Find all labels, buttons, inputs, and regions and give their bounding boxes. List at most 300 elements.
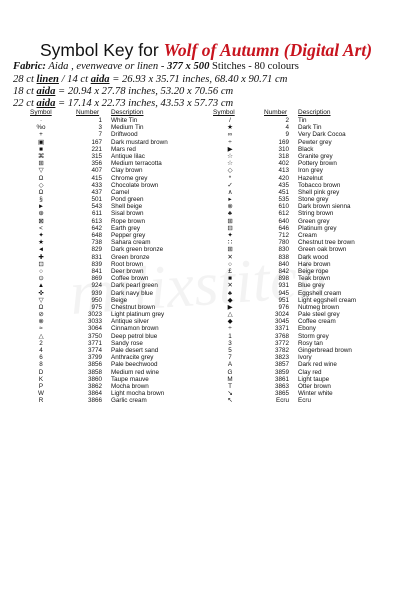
colour-description: Chrome grey	[111, 174, 148, 182]
stitch-symbol: £	[228, 267, 232, 275]
stitch-symbol: ⊘	[38, 311, 44, 319]
table-row	[208, 225, 416, 232]
floss-number: 646	[278, 224, 289, 232]
colour-description: Deep petrol blue	[111, 332, 158, 340]
stitch-symbol: ∷	[227, 239, 232, 247]
floss-number: 315	[91, 152, 102, 160]
table-row	[0, 189, 208, 196]
floss-number: 7	[98, 131, 102, 139]
stitch-symbol: ▸	[228, 196, 232, 204]
table-row	[208, 311, 416, 318]
colour-description: Pepper grey	[111, 232, 146, 239]
table-row	[0, 325, 208, 332]
table-row	[208, 182, 416, 189]
table-row	[0, 311, 208, 318]
colour-description: Shell beige	[111, 203, 143, 211]
floss-number: 3856	[87, 361, 102, 369]
table-row	[0, 254, 208, 261]
floss-number: 712	[278, 232, 289, 239]
table-row	[208, 354, 416, 361]
stitch-symbol: ▶	[227, 145, 233, 153]
table-row	[208, 246, 416, 253]
colour-description: Earth grey	[111, 224, 141, 232]
table-row	[208, 290, 416, 297]
stitch-symbol: ♣	[227, 210, 233, 218]
table-row	[0, 304, 208, 311]
floss-number: 831	[91, 253, 102, 261]
floss-number: 945	[278, 289, 289, 297]
table-row	[208, 268, 416, 275]
stitch-symbol: 8	[39, 361, 43, 369]
table-row	[208, 131, 416, 138]
header-description: Description	[298, 109, 331, 116]
table-row	[0, 369, 208, 376]
floss-number: 869	[91, 275, 102, 283]
colour-description: Pale desert sand	[111, 347, 159, 354]
table-row	[0, 275, 208, 282]
colour-description: Ebony	[298, 325, 316, 333]
floss-number: 4	[285, 124, 289, 132]
stitch-symbol: W	[38, 390, 44, 398]
floss-number: 3859	[274, 368, 289, 376]
colour-description: Chestnut brown	[111, 303, 156, 311]
size-prefix: 28 ct	[13, 73, 37, 85]
table-row	[208, 167, 416, 174]
table-row	[0, 397, 208, 404]
stitch-symbol: ★	[38, 239, 44, 247]
floss-number: 3865	[274, 390, 289, 398]
stitch-symbol: ▶	[227, 303, 233, 311]
stitch-symbol: ◇	[227, 167, 233, 175]
stitch-symbol: ⌘	[37, 152, 45, 160]
size-mid: / 14 ct	[58, 73, 91, 85]
table-row	[208, 203, 416, 210]
size-dimensions: = 17.14 x 22.73 inches, 43.53 x 57.73 cm	[55, 98, 234, 109]
floss-number: 356	[91, 160, 102, 168]
colour-description: Gingerbread brown	[298, 347, 352, 354]
floss-number: 3858	[87, 368, 102, 376]
floss-number: 3860	[87, 375, 102, 383]
floss-number: 3863	[274, 382, 289, 390]
stitch-symbol: ▲	[37, 282, 45, 290]
stitch-symbol: ✕	[227, 253, 233, 261]
colour-description: String brown	[298, 210, 334, 218]
floss-number: 939	[91, 289, 102, 297]
stitch-symbol: ⊕	[38, 210, 44, 218]
stitch-symbol: K	[38, 375, 44, 383]
table-row	[208, 124, 416, 131]
colour-description: Dark pearl green	[111, 282, 158, 290]
floss-number: 642	[91, 224, 102, 232]
floss-number: 975	[91, 303, 102, 311]
floss-number: 413	[278, 167, 289, 175]
floss-number: 830	[278, 246, 289, 254]
floss-number: 2	[285, 117, 289, 124]
stitch-symbol: Ω	[38, 174, 44, 182]
floss-number: 610	[278, 203, 289, 211]
stitch-symbol: ÷	[228, 325, 232, 333]
floss-number: 840	[278, 260, 289, 268]
floss-number: 3	[98, 124, 102, 132]
header-symbol: Symbol	[213, 109, 235, 116]
table-row	[208, 175, 416, 182]
stitch-symbol: G	[227, 368, 233, 376]
floss-number: 924	[91, 282, 102, 290]
floss-number: 3864	[87, 390, 102, 398]
stitch-symbol: Ω	[38, 303, 44, 311]
stitch-symbol: 5	[228, 347, 232, 354]
colour-description: Pale steel grey	[298, 311, 340, 319]
colour-description: Anthracite grey	[111, 354, 154, 362]
colour-description: Dark mustard brown	[111, 138, 168, 146]
table-row	[208, 297, 416, 304]
table-row	[208, 261, 416, 268]
colour-description: Medium red wine	[111, 368, 159, 376]
colour-description: Dark green bronze	[111, 246, 164, 254]
stitch-symbol: ∞	[227, 131, 233, 139]
table-row	[208, 210, 416, 217]
floss-number: 898	[278, 275, 289, 283]
floss-number: 3774	[87, 347, 102, 354]
colour-description: Ivory	[298, 354, 312, 362]
floss-number: 3862	[87, 382, 102, 390]
table-row	[0, 182, 208, 189]
colour-description: Rosy tan	[298, 339, 323, 347]
colour-description: Teak brown	[298, 275, 331, 283]
table-row	[208, 117, 416, 124]
colour-description: Light mocha brown	[111, 390, 165, 398]
fabric-types: Aida , evenweave or linen	[45, 61, 161, 72]
colour-description: Otter brown	[298, 382, 331, 390]
stitch-symbol: *	[228, 174, 232, 182]
stitch-symbol: P	[38, 382, 44, 390]
table-row	[208, 340, 416, 347]
fabric-label: Fabric:	[13, 61, 46, 72]
table-row	[0, 167, 208, 174]
table-row	[208, 254, 416, 261]
floss-number: 420	[278, 174, 289, 182]
floss-number: 612	[278, 210, 289, 218]
floss-number: 3371	[274, 325, 289, 333]
stitch-symbol: 4	[39, 347, 43, 354]
stitch-symbol: R	[38, 397, 44, 405]
colour-description: Mocha brown	[111, 382, 149, 390]
stitch-symbol: ◆	[227, 296, 233, 304]
floss-number: 318	[278, 152, 289, 160]
stitch-symbol: ✓	[227, 181, 233, 189]
stitch-symbol: 7	[228, 354, 232, 362]
stitch-symbol: ≈	[39, 325, 43, 333]
stitch-symbol: M	[227, 375, 233, 383]
floss-number: 613	[91, 217, 102, 225]
size-fabric: aida	[90, 73, 110, 85]
table-row	[208, 376, 416, 383]
colour-description: Chestnut tree brown	[298, 239, 355, 247]
stitch-symbol: Ω	[38, 188, 44, 196]
stitch-symbol: ⊡	[38, 260, 44, 268]
floss-number: 435	[278, 181, 289, 189]
stitch-symbol: ∧	[227, 188, 233, 196]
floss-number: 842	[278, 267, 289, 275]
table-row	[208, 369, 416, 376]
size-fabric: aida	[36, 86, 56, 97]
floss-number: 501	[91, 196, 102, 204]
floss-number: 829	[91, 246, 102, 254]
table-row	[208, 196, 416, 203]
floss-number: 1	[98, 117, 102, 124]
colour-description: Light taupe	[298, 375, 330, 383]
table-row	[208, 318, 416, 325]
colour-description: Mars red	[111, 145, 136, 153]
stitch-symbol: 1	[228, 332, 232, 340]
colour-description: Tobacco brown	[298, 181, 341, 189]
table-row	[208, 239, 416, 246]
colour-description: Medium terracotta	[111, 160, 162, 168]
table-row	[0, 282, 208, 289]
stitch-symbol: ☆	[227, 160, 233, 168]
floss-number: 3782	[274, 347, 289, 354]
floss-number: 437	[91, 188, 102, 196]
floss-number: 951	[278, 296, 289, 304]
title-prefix: Symbol Key for	[40, 40, 159, 60]
floss-number: 167	[91, 138, 102, 146]
colour-description: Black	[298, 145, 314, 153]
colour-description: Driftwood	[111, 131, 138, 139]
stitch-symbol: ■	[39, 145, 43, 153]
stitch-symbol: %o	[36, 124, 46, 132]
colour-description: Clay brown	[111, 167, 143, 175]
colour-description: Green grey	[298, 217, 330, 225]
colour-description: Hazelnut	[298, 174, 323, 182]
stitch-symbol: ◇	[38, 181, 44, 189]
stitch-symbol: ■	[228, 275, 232, 283]
table-row	[0, 232, 208, 239]
table-row	[0, 218, 208, 225]
stitch-symbol: ⊞	[38, 160, 44, 168]
stitch-symbol: ⊞	[227, 217, 233, 225]
floss-number: 3857	[274, 361, 289, 369]
floss-number: 3024	[274, 311, 289, 319]
colour-description: Sisal brown	[111, 210, 144, 218]
stitch-symbol: D	[38, 368, 44, 376]
table-row	[0, 333, 208, 340]
colour-description: Platinum grey	[298, 224, 337, 232]
floss-number: 841	[91, 267, 102, 275]
size-line-18ct	[13, 86, 233, 98]
table-row	[0, 160, 208, 167]
fabric-line	[13, 61, 299, 73]
stitch-symbol: ✚	[38, 253, 44, 261]
fabric-dash: -	[160, 61, 167, 72]
colour-description: Chocolate brown	[111, 181, 159, 189]
colour-description: Root brown	[111, 260, 144, 268]
table-row	[208, 282, 416, 289]
floss-number: 310	[278, 145, 289, 153]
colour-description: Nutmeg brown	[298, 303, 339, 311]
colour-description: Pewter grey	[298, 138, 332, 146]
table-row	[208, 232, 416, 239]
table-row	[0, 354, 208, 361]
table-row	[0, 246, 208, 253]
stitch-symbol: ✦	[227, 232, 233, 239]
stitch-symbol: ↖	[227, 397, 233, 405]
colour-description: Iron grey	[298, 167, 323, 175]
stitch-symbol: ▽	[38, 296, 44, 304]
table-row	[0, 117, 208, 124]
symbol-table-right	[208, 117, 416, 405]
pattern-size: 377 x 500	[167, 61, 210, 72]
table-row	[208, 325, 416, 332]
floss-number: 3045	[274, 318, 289, 326]
table-row	[0, 196, 208, 203]
colour-description: Granite grey	[298, 152, 333, 160]
floss-number: 640	[278, 217, 289, 225]
colour-description: Cream	[298, 232, 317, 239]
colour-description: Beige	[111, 296, 128, 304]
floss-number: 3023	[87, 311, 102, 319]
colour-description: Dark navy blue	[111, 289, 153, 297]
floss-number: 9	[285, 131, 289, 139]
table-row	[0, 203, 208, 210]
floss-number: 221	[91, 145, 102, 153]
colour-description: Very Dark Cocoa	[298, 131, 346, 139]
floss-number: 976	[278, 303, 289, 311]
floss-number: 950	[91, 296, 102, 304]
colour-description: Stone grey	[298, 196, 329, 204]
colour-description: Pond green	[111, 196, 144, 204]
table-row	[0, 318, 208, 325]
colour-description: Deer brown	[111, 267, 144, 275]
stitch-symbol: ⊞	[227, 246, 233, 254]
header-number: Number	[76, 109, 100, 116]
stitch-symbol: +	[39, 131, 43, 139]
table-row	[0, 340, 208, 347]
table-row	[208, 304, 416, 311]
colour-description: Antique lilac	[111, 152, 145, 160]
floss-number: 839	[91, 260, 102, 268]
stitch-symbol: ►	[37, 203, 45, 211]
stitch-symbol: ⊗	[227, 203, 233, 211]
floss-number: 415	[91, 174, 102, 182]
table-row	[0, 131, 208, 138]
colour-description: Dark red wine	[298, 361, 337, 369]
floss-number: 3033	[87, 318, 102, 326]
size-fabric: aida	[36, 98, 56, 109]
table-row	[208, 146, 416, 153]
size-fabric: linen	[36, 73, 59, 85]
table-row	[0, 376, 208, 383]
colour-description: Ecru	[298, 397, 311, 405]
floss-number: 838	[278, 253, 289, 261]
stitch-symbol: ◆	[227, 318, 233, 326]
floss-number: 3866	[87, 397, 102, 405]
header-symbol: Symbol	[30, 109, 52, 116]
header-description: Description	[111, 109, 144, 116]
table-row	[208, 218, 416, 225]
table-row	[208, 153, 416, 160]
stitch-symbol: ✕	[227, 282, 233, 290]
stitch-symbol: ☆	[227, 152, 233, 160]
table-row	[0, 225, 208, 232]
stitch-symbol: ⊟	[227, 224, 233, 232]
table-row	[208, 347, 416, 354]
colour-description: Green bronze	[111, 253, 150, 261]
colour-description: Cinnamon brown	[111, 325, 159, 333]
colour-description: Dark Tin	[298, 124, 322, 132]
table-row	[208, 361, 416, 368]
size-prefix: 18 ct	[13, 86, 37, 97]
table-row	[208, 333, 416, 340]
stitch-symbol: 3	[228, 339, 232, 347]
floss-number: 3064	[87, 325, 102, 333]
stitch-symbol: ⊗	[38, 318, 44, 326]
stitch-symbol: /	[229, 117, 231, 124]
colour-description: Clay red	[298, 368, 322, 376]
stitch-symbol: ↘	[227, 390, 233, 398]
stitch-symbol: △	[227, 311, 233, 319]
colour-description: Green oak brown	[298, 246, 347, 254]
stitch-symbol: ▣	[38, 138, 44, 146]
size-line-28ct	[13, 74, 287, 86]
stitch-symbol: ·	[39, 117, 43, 124]
page-title	[40, 40, 372, 61]
floss-number: 931	[278, 282, 289, 290]
pattern-name: Wolf of Autumn (Digital Art)	[163, 40, 373, 60]
colour-description: Light eggshell cream	[298, 296, 357, 304]
colour-description: Beige rope	[298, 267, 329, 275]
floss-number: 169	[278, 138, 289, 146]
size-dimensions: = 26.93 x 35.71 inches, 68.40 x 90.71 cm	[109, 73, 288, 85]
floss-number: 3771	[87, 339, 102, 347]
colour-description: Tin	[298, 117, 307, 124]
stitch-symbol: ⊠	[38, 217, 44, 225]
stitches-text: Stitches - 80 colours	[209, 61, 299, 72]
floss-number: 3768	[274, 332, 289, 340]
stitch-symbol: ✦	[38, 232, 44, 239]
stitch-symbol: ✜	[38, 289, 44, 297]
stitch-symbol: ★	[227, 124, 233, 132]
table-row	[0, 290, 208, 297]
stitch-symbol: ÷	[228, 138, 232, 146]
floss-number: 738	[91, 239, 102, 247]
stitch-symbol: ○	[39, 267, 43, 275]
table-row	[0, 390, 208, 397]
table-row	[0, 210, 208, 217]
size-prefix: 22 ct	[13, 98, 37, 109]
stitch-symbol: ⊙	[38, 275, 44, 283]
table-row	[0, 124, 208, 131]
table-row	[0, 361, 208, 368]
floss-number: 451	[278, 188, 289, 196]
colour-description: Antique silver	[111, 318, 149, 326]
table-row	[0, 139, 208, 146]
stitch-symbol: △	[38, 332, 44, 340]
colour-description: Dark wood	[298, 253, 329, 261]
table-row	[0, 239, 208, 246]
stitch-symbol: §	[39, 196, 43, 204]
colour-description: Garlic cream	[111, 397, 147, 405]
floss-number: 780	[278, 239, 289, 247]
table-row	[208, 160, 416, 167]
stitch-symbol: T	[228, 382, 232, 390]
table-row	[0, 153, 208, 160]
table-row	[0, 383, 208, 390]
table-row	[208, 189, 416, 196]
colour-description: Winter white	[298, 390, 333, 398]
colour-description: Blue grey	[298, 282, 325, 290]
stitch-symbol: 6	[39, 354, 43, 362]
table-row	[208, 139, 416, 146]
